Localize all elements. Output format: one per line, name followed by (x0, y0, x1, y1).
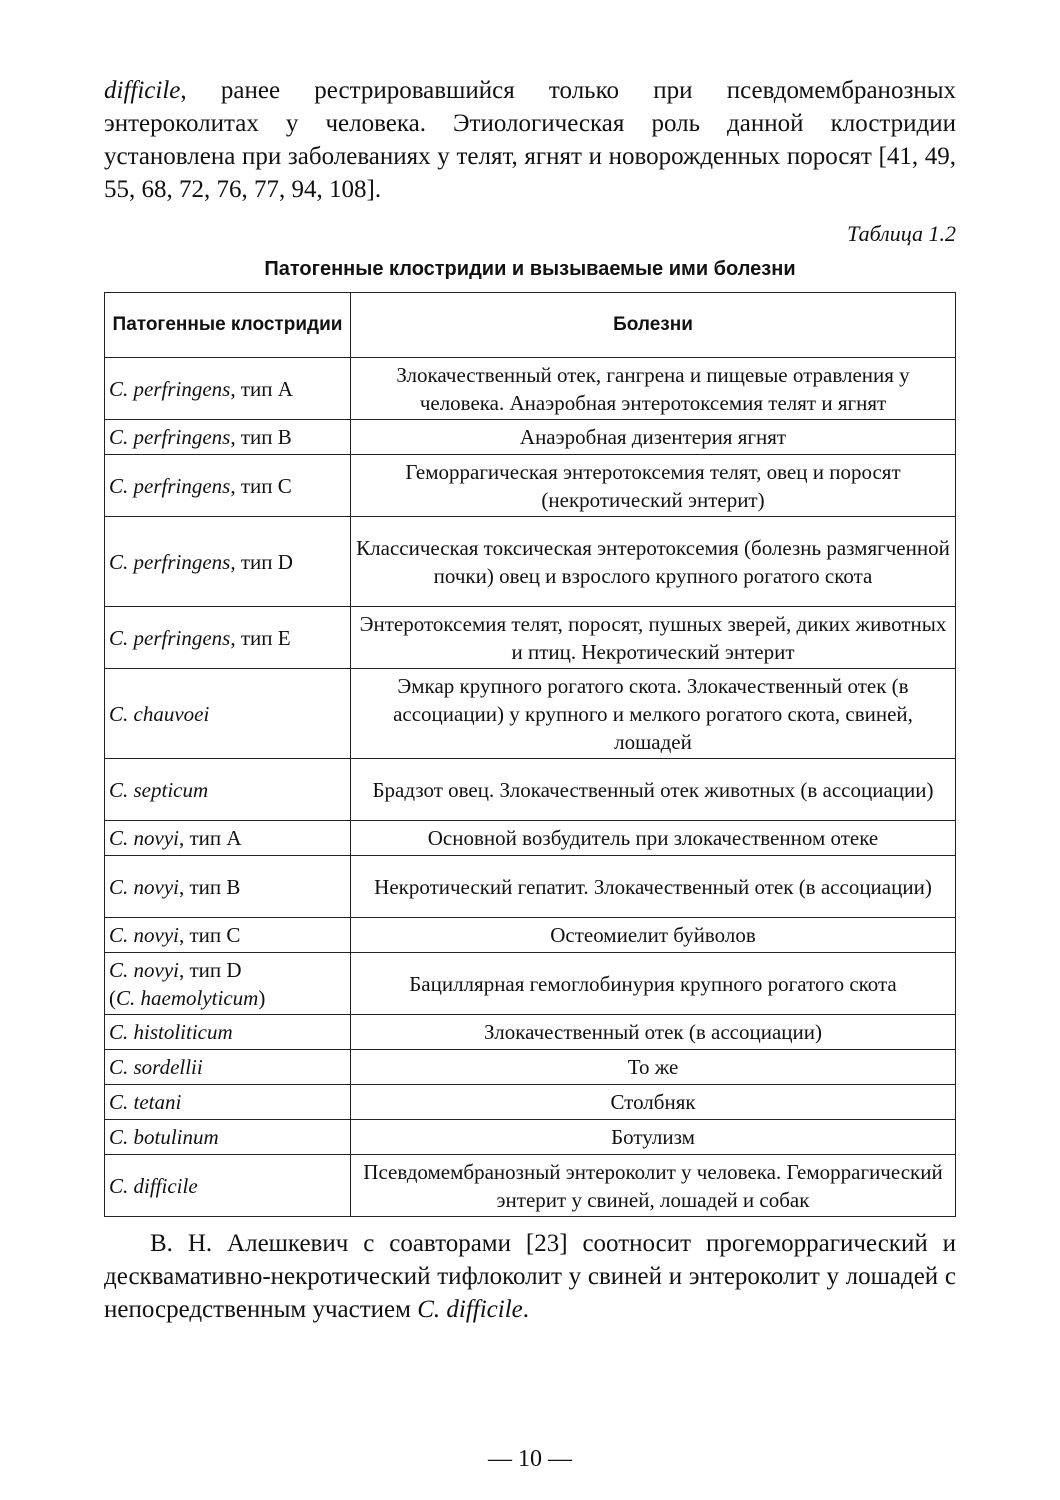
organism-species: C. perfringens (109, 625, 231, 650)
table-row (105, 856, 956, 918)
organism-cell (105, 1015, 351, 1050)
organism-species: C. botulinum (109, 1125, 219, 1149)
table-row (105, 607, 956, 669)
table-title: Патогенные клостридии и вызываемые ими болезни (264, 258, 796, 280)
disease-cell: Классическая токсическая энтеротоксемия (болезнь размягченной почки) овец и взрослого крупного рогатого скота (351, 517, 956, 607)
table-header-row (105, 293, 956, 358)
table-row (105, 669, 956, 759)
table-row (105, 517, 956, 607)
organism-species: C. histoliticum (109, 1020, 233, 1044)
organism-cell (105, 821, 351, 856)
organism-species: C. tetani (109, 1090, 182, 1114)
outro-paragraph (104, 1227, 956, 1326)
table-row (105, 455, 956, 517)
intro-species: difficile (104, 77, 181, 104)
outro-species: C. difficile (417, 1296, 523, 1323)
organism-cell (105, 420, 351, 455)
organism-species: C. novyi (109, 923, 179, 947)
disease-cell: Столбняк (351, 1085, 956, 1120)
organism-cell (105, 856, 351, 918)
table-label: Таблица 1.2 (847, 221, 956, 246)
organism-type: , тип С (178, 923, 241, 947)
disease-cell: Бациллярная гемоглобинурия крупного рогатого скота (351, 953, 956, 1015)
outro-text: В. Н. Алешкевич с соавторами [23] соотносит прогеморрагический и десквамативно-некротический тифлоколит у свиней и энтероколит у лошадей с непосредственным участием (104, 1230, 956, 1323)
header-clostridia: Патогенные клостридии (105, 293, 351, 358)
organism-species: C. perfringens (109, 376, 231, 401)
organism-species: C. novyi (109, 874, 179, 899)
organism-cell (105, 1085, 351, 1120)
page-content (104, 74, 956, 1326)
table-row (105, 420, 956, 455)
organism-type: , тип В (178, 874, 241, 899)
table-row (105, 1015, 956, 1050)
organism-alt-name: C. haemolyticum (116, 985, 259, 1010)
organism-species: C. chauvoei (109, 701, 210, 726)
disease-cell: Остеомиелит буйволов (351, 918, 956, 953)
organism-type: , тип D (178, 957, 242, 982)
organism-cell: C. novyi, тип D (C. haemolyticum) (105, 953, 351, 1015)
table-row (105, 1120, 956, 1155)
organism-cell (105, 455, 351, 517)
table-row (105, 953, 956, 1015)
outro-end: . (522, 1296, 529, 1323)
disease-cell: Анаэробная дизентерия ягнят (351, 420, 956, 455)
organism-cell (105, 607, 351, 669)
disease-cell: Эмкар крупного рогатого скота. Злокачественный отек (в ассоциации) у крупного и мелкого рогатого скота, свиней, лошадей (351, 669, 956, 759)
organism-type: , тип D (230, 549, 293, 574)
organism-species: C. novyi (109, 826, 179, 850)
page-number: — 10 — (488, 1446, 572, 1472)
organism-type: , тип А (230, 376, 293, 401)
organism-type: , тип В (230, 425, 292, 449)
disease-cell: Энтеротоксемия телят, поросят, пушных зверей, диких животных и птиц. Некротический энтерит (351, 607, 956, 669)
organism-species: C. perfringens (109, 425, 231, 449)
organism-species: C. septicum (109, 777, 209, 802)
disease-cell: Псевдомембранозный энтероколит у человека. Геморрагический энтерит у свиней, лошадей и собак (351, 1155, 956, 1217)
table-row (105, 759, 956, 821)
table-row (105, 1085, 956, 1120)
table-row (105, 358, 956, 420)
organism-cell (105, 1050, 351, 1085)
header-diseases: Болезни (351, 293, 956, 358)
disease-cell: То же (351, 1050, 956, 1085)
organism-type: , тип С (230, 473, 292, 498)
organism-species: C. difficile (109, 1173, 198, 1198)
organism-species: C. novyi (109, 957, 179, 982)
disease-cell: Геморрагическая энтеротоксемия телят, овец и поросят (некротический энтерит) (351, 455, 956, 517)
organism-type: , тип Е (230, 625, 291, 650)
disease-cell: Брадзот овец. Злокачественный отек животных (в ассоциации) (351, 759, 956, 821)
disease-cell: Основной возбудитель при злокачественном отеке (351, 821, 956, 856)
organism-cell (105, 358, 351, 420)
organism-cell (105, 669, 351, 759)
organism-cell (105, 918, 351, 953)
organism-species: C. perfringens (109, 473, 231, 498)
table-row (105, 1050, 956, 1085)
intro-text: , ранее рестрировавшийся только при псевдомембранозных энтероколитах у человека. Этиологическая роль данной клостридии установлена при заболеваниях у телят, ягнят и новорожденных поросят [41, 49, 55, 68, 72, 76, 77, 94, 108]. (104, 77, 956, 203)
table-row (105, 918, 956, 953)
organism-cell (105, 517, 351, 607)
clostridia-table (104, 292, 956, 1217)
disease-cell: Ботулизм (351, 1120, 956, 1155)
disease-cell: Злокачественный отек, гангрена и пищевые отравления у человека. Анаэробная энтеротоксемия телят и ягнят (351, 358, 956, 420)
organism-cell (105, 1120, 351, 1155)
table-row (105, 821, 956, 856)
organism-species: C. sordellii (109, 1055, 203, 1079)
intro-paragraph (104, 74, 956, 206)
disease-cell: Некротический гепатит. Злокачественный отек (в ассоциации) (351, 856, 956, 918)
table-body (105, 358, 956, 1217)
organism-type: , тип А (178, 826, 242, 850)
organism-species: C. perfringens (109, 549, 231, 574)
organism-cell (105, 759, 351, 821)
organism-cell (105, 1155, 351, 1217)
disease-cell: Злокачественный отек (в ассоциации) (351, 1015, 956, 1050)
table-row (105, 1155, 956, 1217)
